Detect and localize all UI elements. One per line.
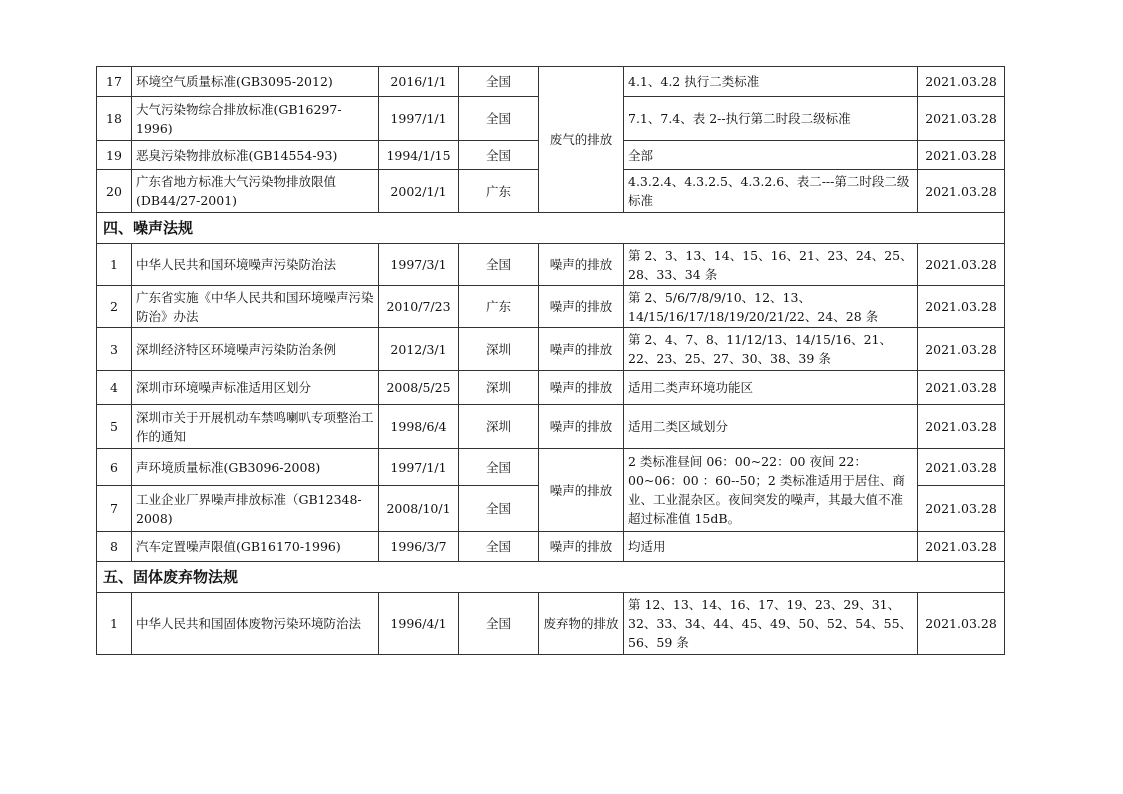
section-title-solid-waste: 五、固体废弃物法规 — [97, 562, 1005, 593]
row-number: 20 — [97, 170, 132, 213]
effective-date: 1997/1/1 — [379, 97, 459, 141]
applicable-clause: 第 12、13、14、16、17、19、23、29、31、32、33、34、44、45、49、50、52、54、55、56、59 条 — [624, 593, 918, 655]
scope: 全国 — [459, 532, 539, 562]
effective-date: 2008/5/25 — [379, 371, 459, 405]
category: 噪声的排放 — [539, 244, 624, 286]
effective-date: 1997/1/1 — [379, 449, 459, 486]
row-number: 7 — [97, 486, 132, 532]
review-date: 2021.03.28 — [918, 532, 1005, 562]
category: 废气的排放 — [539, 67, 624, 213]
row-number: 1 — [97, 244, 132, 286]
scope: 全国 — [459, 486, 539, 532]
category: 噪声的排放 — [539, 328, 624, 371]
scope: 深圳 — [459, 328, 539, 371]
table-row — [97, 405, 1005, 449]
review-date: 2021.03.28 — [918, 244, 1005, 286]
table-row — [97, 67, 1005, 97]
table-row — [97, 449, 1005, 486]
table-row — [97, 328, 1005, 371]
applicable-clause: 适用二类区域划分 — [624, 405, 918, 449]
effective-date: 1996/4/1 — [379, 593, 459, 655]
applicable-clause: 2 类标准昼间 06：00~22：00 夜间 22：00~06：00 ：60--50；2 类标准适用于居住、商业、工业混杂区。夜间突发的噪声，其最大值不准超过标准值 15dB。 — [624, 449, 918, 532]
effective-date: 2008/10/1 — [379, 486, 459, 532]
regulation-name: 深圳市关于开展机动车禁鸣喇叭专项整治工作的通知 — [132, 405, 379, 449]
row-number: 8 — [97, 532, 132, 562]
effective-date: 1997/3/1 — [379, 244, 459, 286]
regulation-name: 广东省实施《中华人民共和国环境噪声污染防治》办法 — [132, 286, 379, 328]
row-number: 1 — [97, 593, 132, 655]
applicable-clause: 第 2、4、7、8、11/12/13、14/15/16、21、22、23、25、27、30、38、39 条 — [624, 328, 918, 371]
row-number: 19 — [97, 141, 132, 170]
row-number: 3 — [97, 328, 132, 371]
review-date: 2021.03.28 — [918, 97, 1005, 141]
regulation-name: 恶臭污染物排放标准(GB14554-93) — [132, 141, 379, 170]
section-title-noise: 四、噪声法规 — [97, 213, 1005, 244]
scope: 广东 — [459, 170, 539, 213]
regulation-name: 深圳经济特区环境噪声污染防治条例 — [132, 328, 379, 371]
regulation-name: 工业企业厂界噪声排放标准（GB12348-2008) — [132, 486, 379, 532]
regulation-name: 中华人民共和国环境噪声污染防治法 — [132, 244, 379, 286]
category: 噪声的排放 — [539, 286, 624, 328]
applicable-clause: 第 2、3、13、14、15、16、21、23、24、25、28、33、34 条 — [624, 244, 918, 286]
applicable-clause: 适用二类声环境功能区 — [624, 371, 918, 405]
review-date: 2021.03.28 — [918, 286, 1005, 328]
row-number: 2 — [97, 286, 132, 328]
applicable-clause: 4.1、4.2 执行二类标准 — [624, 67, 918, 97]
review-date: 2021.03.28 — [918, 328, 1005, 371]
review-date: 2021.03.28 — [918, 371, 1005, 405]
table-row — [97, 244, 1005, 286]
regulation-name: 汽车定置噪声限值(GB16170-1996) — [132, 532, 379, 562]
regulation-name: 环境空气质量标准(GB3095-2012) — [132, 67, 379, 97]
review-date: 2021.03.28 — [918, 593, 1005, 655]
table-row — [97, 593, 1005, 655]
regulation-name: 深圳市环境噪声标准适用区划分 — [132, 371, 379, 405]
scope: 全国 — [459, 244, 539, 286]
effective-date: 1998/6/4 — [379, 405, 459, 449]
section-header-row — [97, 562, 1005, 593]
scope: 广东 — [459, 286, 539, 328]
category: 噪声的排放 — [539, 405, 624, 449]
review-date: 2021.03.28 — [918, 141, 1005, 170]
regulations-table — [96, 66, 1005, 655]
row-number: 4 — [97, 371, 132, 405]
category: 噪声的排放 — [539, 532, 624, 562]
effective-date: 2010/7/23 — [379, 286, 459, 328]
row-number: 18 — [97, 97, 132, 141]
row-number: 6 — [97, 449, 132, 486]
scope: 全国 — [459, 449, 539, 486]
effective-date: 2016/1/1 — [379, 67, 459, 97]
regulation-name: 大气污染物综合排放标准(GB16297-1996) — [132, 97, 379, 141]
effective-date: 1996/3/7 — [379, 532, 459, 562]
section-header-row — [97, 213, 1005, 244]
review-date: 2021.03.28 — [918, 486, 1005, 532]
category: 废弃物的排放 — [539, 593, 624, 655]
table-row — [97, 286, 1005, 328]
row-number: 5 — [97, 405, 132, 449]
applicable-clause: 全部 — [624, 141, 918, 170]
effective-date: 2012/3/1 — [379, 328, 459, 371]
table-row — [97, 371, 1005, 405]
scope: 全国 — [459, 67, 539, 97]
regulation-name: 声环境质量标准(GB3096-2008) — [132, 449, 379, 486]
review-date: 2021.03.28 — [918, 67, 1005, 97]
category: 噪声的排放 — [539, 371, 624, 405]
effective-date: 2002/1/1 — [379, 170, 459, 213]
applicable-clause: 均适用 — [624, 532, 918, 562]
applicable-clause: 7.1、7.4、表 2--执行第二时段二级标准 — [624, 97, 918, 141]
scope: 全国 — [459, 97, 539, 141]
scope: 深圳 — [459, 405, 539, 449]
regulation-name: 中华人民共和国固体废物污染环境防治法 — [132, 593, 379, 655]
applicable-clause: 4.3.2.4、4.3.2.5、4.3.2.6、表二---第二时段二级标准 — [624, 170, 918, 213]
category: 噪声的排放 — [539, 449, 624, 532]
scope: 深圳 — [459, 371, 539, 405]
table-row — [97, 532, 1005, 562]
review-date: 2021.03.28 — [918, 449, 1005, 486]
review-date: 2021.03.28 — [918, 170, 1005, 213]
regulation-name: 广东省地方标准大气污染物排放限值(DB44/27-2001) — [132, 170, 379, 213]
review-date: 2021.03.28 — [918, 405, 1005, 449]
row-number: 17 — [97, 67, 132, 97]
scope: 全国 — [459, 141, 539, 170]
applicable-clause: 第 2、5/6/7/8/9/10、12、13、14/15/16/17/18/19/20/21/22、24、28 条 — [624, 286, 918, 328]
effective-date: 1994/1/15 — [379, 141, 459, 170]
scope: 全国 — [459, 593, 539, 655]
